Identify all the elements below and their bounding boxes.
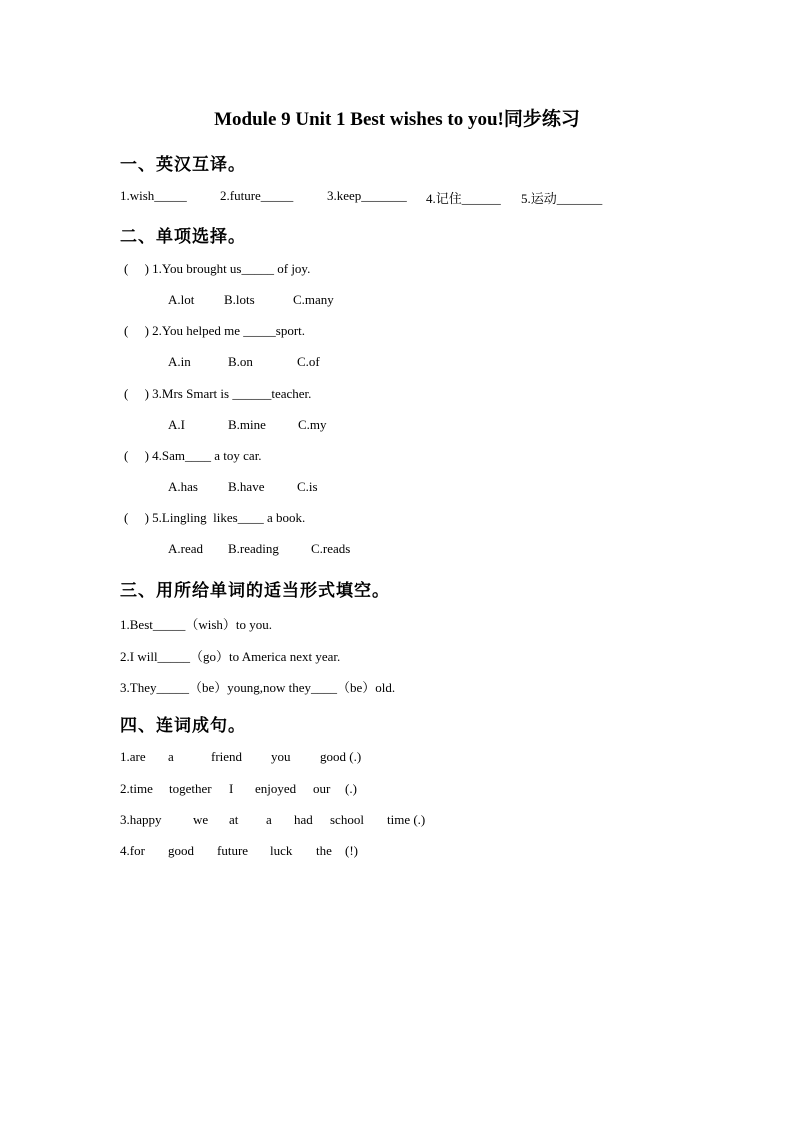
scrambled-word: friend: [211, 749, 243, 764]
question-stem: ( ) 4.Sam____ a toy car.: [124, 448, 262, 463]
question-option: A.has: [168, 479, 198, 494]
section-1-item: 1.wish_____: [120, 188, 187, 203]
section-1-item: 4.记住______: [426, 191, 501, 206]
scrambled-word: I: [229, 781, 234, 796]
question-option: C.is: [297, 479, 318, 494]
scrambled-word: good: [168, 843, 194, 858]
question-option: C.many: [293, 292, 334, 307]
question-option: B.have: [228, 479, 265, 494]
scrambled-word: (.): [345, 781, 357, 796]
fill-in-item: 2.I will_____（go）to America next year.: [120, 649, 341, 664]
section-1-item: 2.future_____: [220, 188, 294, 203]
question-option: C.my: [298, 417, 327, 432]
scrambled-word: we: [193, 812, 209, 827]
scrambled-word: good (.): [320, 749, 362, 764]
scrambled-word: luck: [270, 843, 293, 858]
scrambled-word: 3.happy: [120, 812, 162, 827]
question-stem: ( ) 1.You brought us_____ of joy.: [124, 261, 311, 276]
section-3-heading: 三、用所给单词的适当形式填空。: [120, 581, 390, 601]
question-option: A.read: [168, 541, 204, 556]
scrambled-word: (!): [345, 843, 358, 858]
question-stem: ( ) 5.Lingling likes____ a book.: [124, 510, 306, 525]
scrambled-word: at: [229, 812, 239, 827]
scrambled-word: a: [266, 812, 272, 827]
fill-in-item: 3.They_____（be）young,now they____（be）old.: [120, 680, 396, 695]
scrambled-word: the: [316, 843, 332, 858]
scrambled-word: school: [330, 812, 364, 827]
scrambled-word: our: [313, 781, 331, 796]
question-option: C.reads: [311, 541, 351, 556]
section-4-heading: 四、连词成句。: [120, 716, 246, 736]
scrambled-word: time (.): [387, 812, 426, 827]
scrambled-word: 2.time: [120, 781, 153, 796]
scrambled-word: enjoyed: [255, 781, 297, 796]
scrambled-word: together: [169, 781, 212, 796]
question-option: A.lot: [168, 292, 195, 307]
scrambled-word: future: [217, 843, 249, 858]
worksheet-title: Module 9 Unit 1 Best wishes to you!同步练习: [214, 109, 580, 130]
question-option: B.reading: [228, 541, 279, 556]
question-stem: ( ) 3.Mrs Smart is ______teacher.: [124, 386, 312, 401]
section-1-item: 3.keep_______: [327, 188, 407, 203]
section-1-heading: 一、英汉互译。: [120, 155, 246, 175]
section-2-heading: 二、单项选择。: [120, 227, 246, 247]
question-option: C.of: [297, 354, 320, 369]
question-option: A.I: [168, 417, 185, 432]
question-option: B.on: [228, 354, 253, 369]
scrambled-word: 1.are: [120, 749, 146, 764]
question-option: A.in: [168, 354, 191, 369]
section-1-item: 5.运动_______: [521, 191, 603, 206]
question-option: B.lots: [224, 292, 255, 307]
question-option: B.mine: [228, 417, 266, 432]
scrambled-word: a: [168, 749, 174, 764]
scrambled-word: 4.for: [120, 843, 145, 858]
scrambled-word: you: [271, 749, 291, 764]
scrambled-word: had: [294, 812, 313, 827]
fill-in-item: 1.Best_____（wish）to you.: [120, 617, 273, 632]
question-stem: ( ) 2.You helped me _____sport.: [124, 323, 306, 338]
